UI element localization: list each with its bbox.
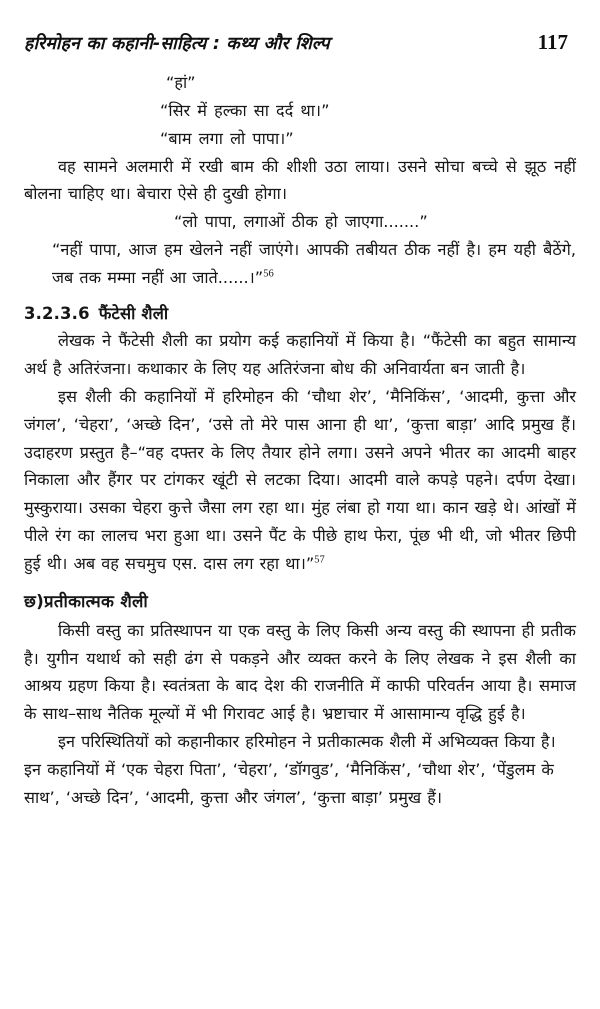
section-heading-number: 3.2.3.6 (24, 303, 90, 323)
body-paragraph (24, 383, 576, 578)
body-paragraph-text: इस शैली की कहानियों में हरिमोहन की ‘चौथा शेर’, ‘मैनिकिंस’, ‘आदमी, कुत्ता और जंगल’, ‘चेहरा’, ‘अच्छे दिन’, ‘उसे तो मेरे पास आना ही था’, ‘कुत्ता बाड़ा’ आदि प्रमुख हैं। उदाहरण प्रस्तुत है–“वह दफ्तर के लिए तैयार होने लगा। उसने अपने भीतर का आदमी बाहर निकाला और हैंगर पर टांगकर खूंटी से लटका दिया। आदमी वाले कपड़े पहने। दर्पण देखा। मुस्कुराया। उसका चेहरा कुत्ते जैसा लग रहा था। मुंह लंबा हो गया था। कान खड़े थे। आंखों में पीले रंग का लालच भरा हुआ था। उसने पैंट के पीछे हाथ फेरा, पूंछ भी थी, जो भीतर छिपी हुई थी। अब वह सचमुच एस. दास लग रहा था।” (24, 386, 576, 573)
section-heading-symbolic (24, 588, 576, 615)
body-paragraph: इन परिस्थितियों को कहानीकार हरिमोहन ने प्रतीकात्मक शैली में अभिव्यक्त किया है। इन कहानियों में ‘एक चेहरा पिता’, ‘चेहरा’, ‘डॉगवुड’, ‘मैनिकिंस’, ‘चौथा शेर’, ‘पेंडुलम के साथ’, ‘अच्छे दिन’, ‘आदमी, कुत्ता और जंगल’, ‘कुत्ता बाड़ा’ प्रमुख हैं। (24, 732, 556, 807)
footnote-reference: 57 (314, 554, 325, 566)
section-heading-text: प्रतीकात्मक शैली (44, 590, 149, 611)
quoted-paragraph (24, 236, 576, 292)
dialogue-line: “बाम लगा लो पापा।” (160, 128, 294, 148)
body-paragraph: लेखक ने फैंटेसी शैली का प्रयोग कई कहानियों में किया है। “फैंटेसी का बहुत सामान्य अर्थ है अतिरंजना। कथाकार के लिए यह अतिरंजना बोध की अनिवार्यता बन जाती है। (24, 331, 576, 378)
quoted-paragraph-text: “नहीं पापा, आज हम खेलने नहीं जाएंगे। आपकी तबीयत ठीक नहीं है। हम यही बैठेंगे, जब तक मम्मा नहीं आ जाते......।” (52, 240, 576, 288)
body-paragraph: किसी वस्तु का प्रतिस्थापन या एक वस्तु के लिए किसी अन्य वस्तु की स्थापना ही प्रतीक है। युगीन यथार्थ को सही ढंग से पकड़ने और व्यक्त करने के लिए लेखक ने इस शैली का आश्रय ग्रहण किया है। स्वतंत्रता के बाद देश की राजनीति में काफी परिवर्तन आया है। समाज के साथ–साथ नैतिक मूल्यों में भी गिरावट आई है। भ्रष्टाचार में आसामान्य वृद्धि हुई है। (24, 620, 576, 724)
footnote-reference: 56 (263, 268, 274, 280)
dialogue-line: “हां” (166, 73, 196, 92)
page-body (24, 69, 576, 812)
dialogue-line: “सिर में हल्का सा दर्द था।” (160, 100, 330, 120)
running-head (24, 30, 576, 55)
section-heading-fantasy (24, 301, 576, 327)
body-paragraph: वह सामने अलमारी में रखी बाम की शीशी उठा लाया। उसने सोचा बच्चे से झूठ नहीं बोलना चाहिए था। बेचारा ऐसे ही दुखी होगा। (24, 156, 576, 204)
section-heading-text: फैंटेसी शैली (98, 303, 169, 323)
dialogue-line: “लो पापा, लगाओं ठीक हो जाएगा.......” (174, 212, 428, 232)
page-number: 117 (537, 30, 568, 54)
section-heading-number: छ) (24, 590, 45, 611)
running-head-title: हरिमोहन का कहानी-साहित्य : कथ्य और शिल्प (24, 34, 330, 54)
